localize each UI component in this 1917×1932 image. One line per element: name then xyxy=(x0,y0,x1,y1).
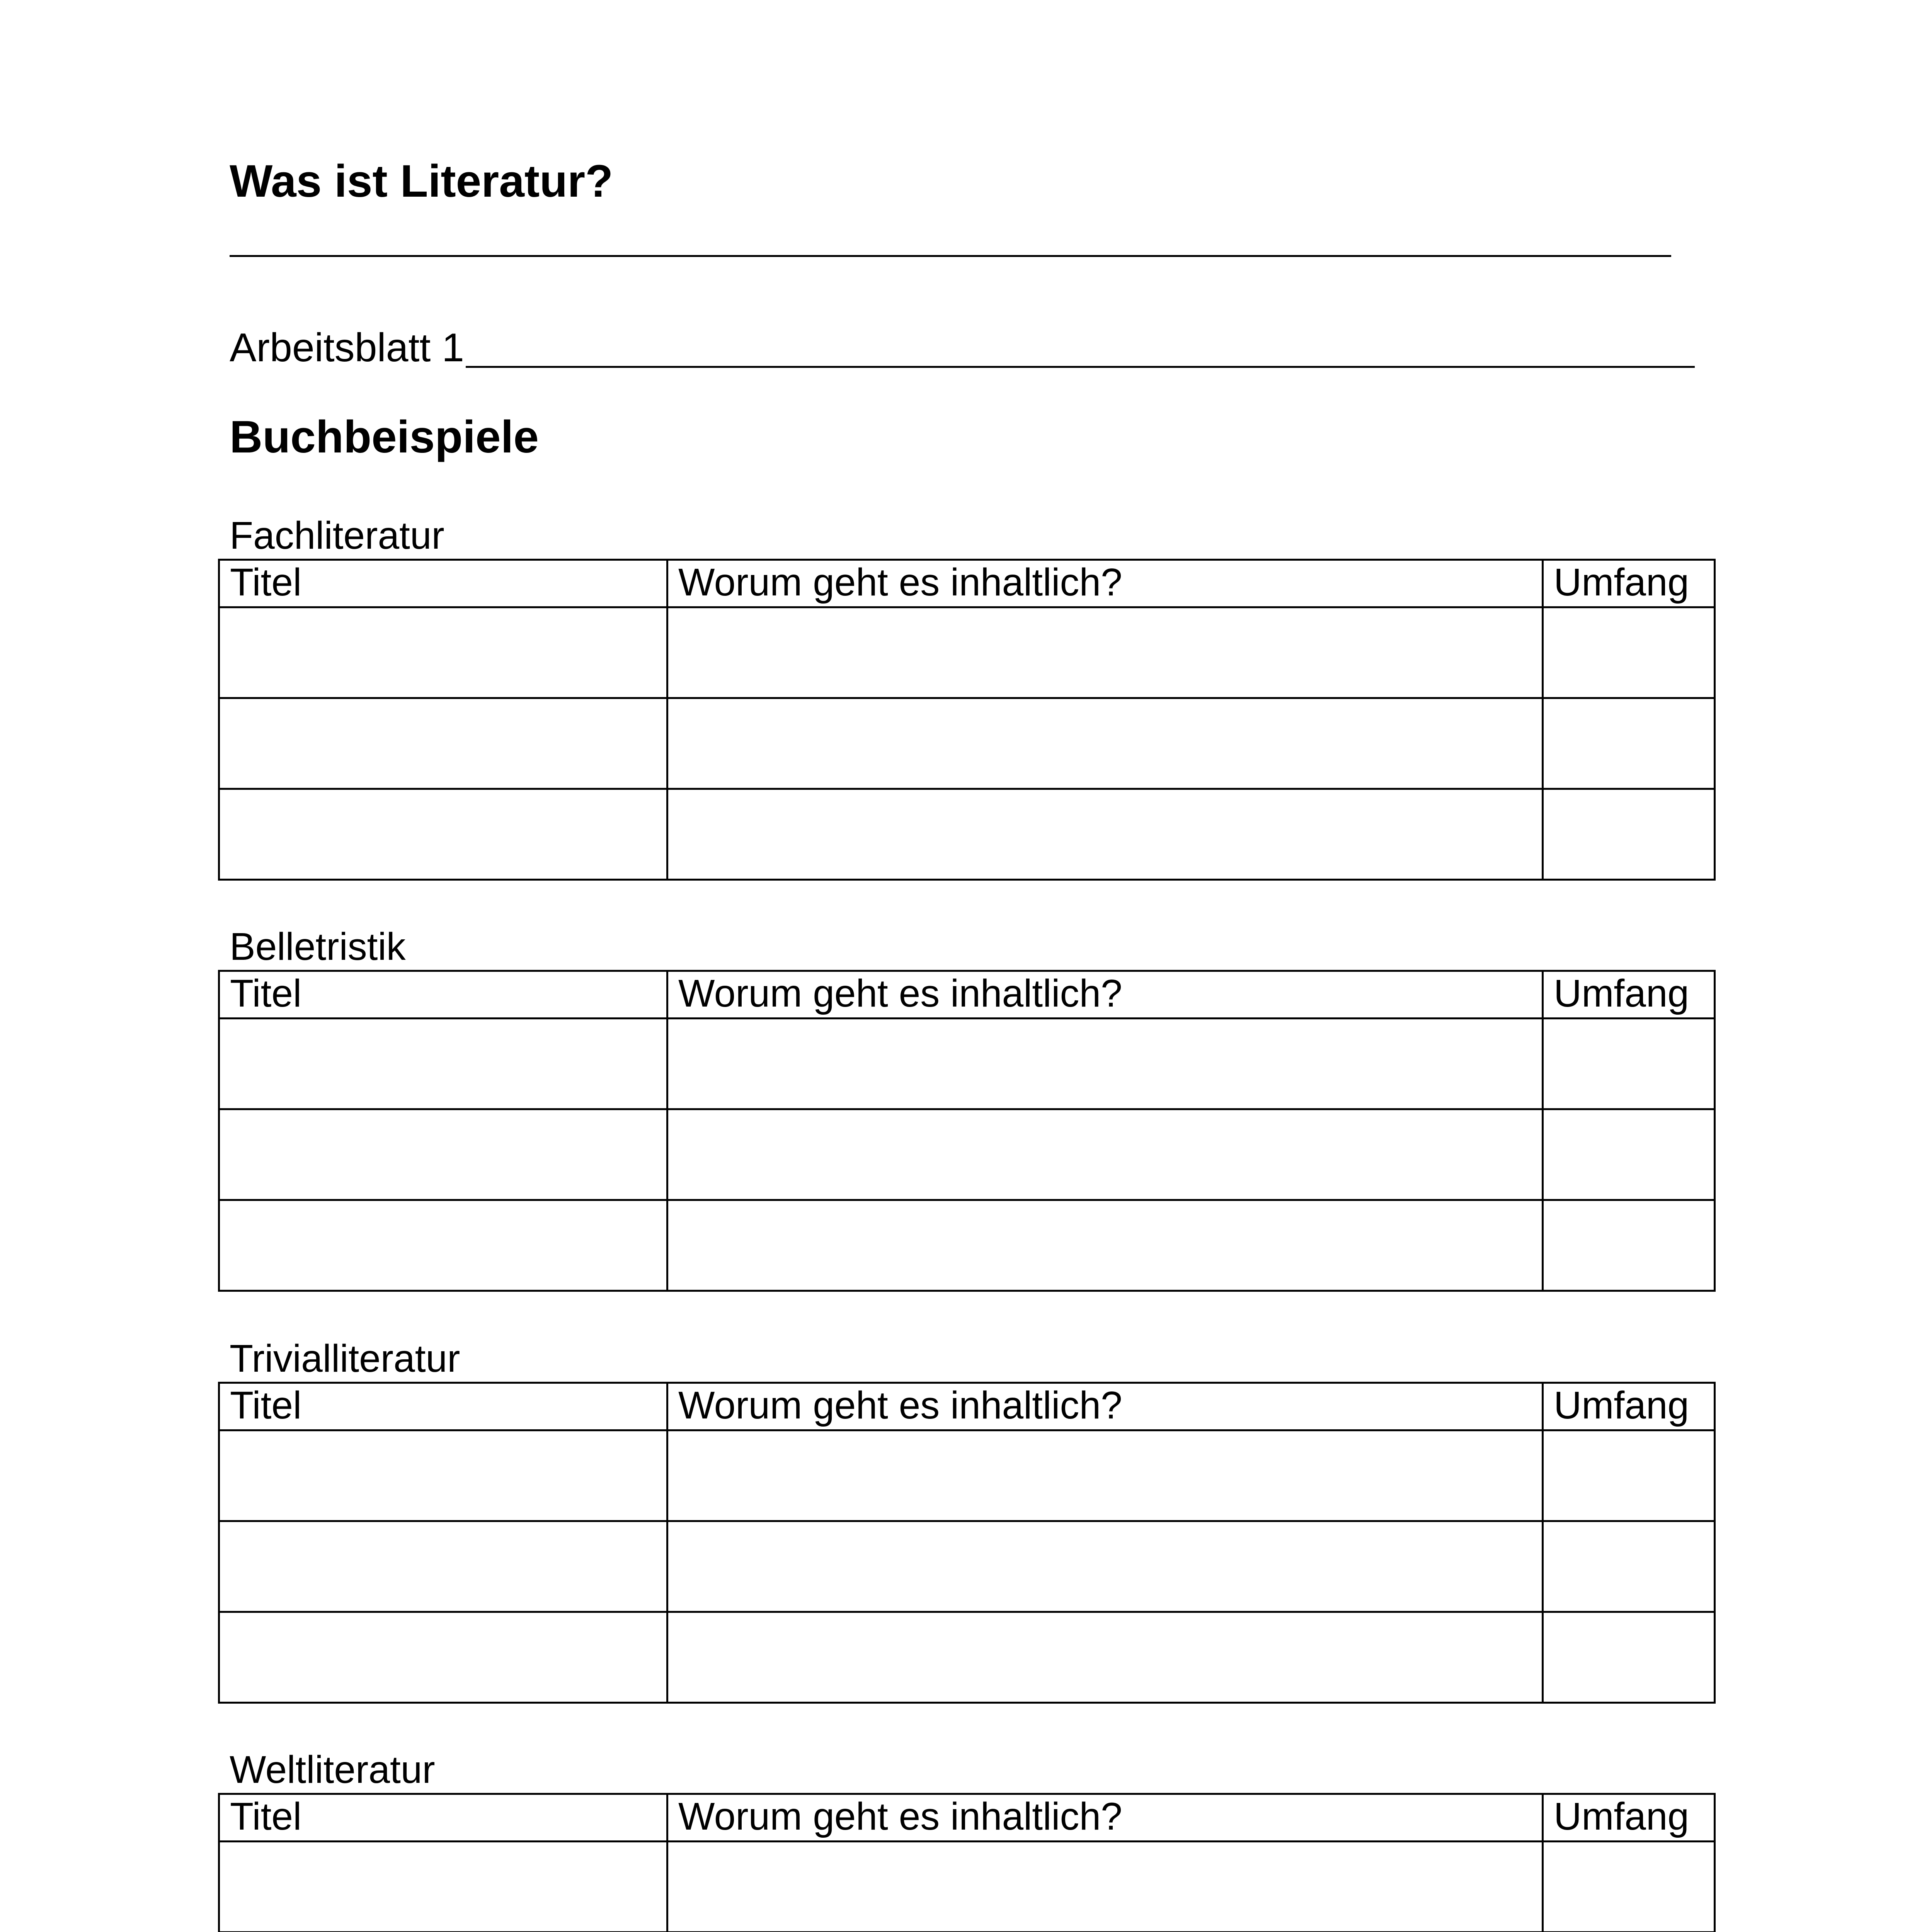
section-heading: Buchbeispiele xyxy=(230,412,539,463)
table-row xyxy=(219,698,1715,789)
book-table xyxy=(218,970,1716,1292)
table-row xyxy=(219,1019,1715,1109)
cell-titel[interactable] xyxy=(219,607,667,698)
column-header-inhalt: Worum geht es inhaltlich? xyxy=(667,1383,1543,1430)
cell-inhalt[interactable] xyxy=(667,789,1543,880)
table-row xyxy=(219,1109,1715,1200)
book-table xyxy=(218,1793,1716,1932)
table-row xyxy=(219,1612,1715,1703)
cell-umfang[interactable] xyxy=(1543,1842,1715,1932)
cell-umfang[interactable] xyxy=(1543,1019,1715,1109)
cell-umfang[interactable] xyxy=(1543,1200,1715,1291)
table-row xyxy=(219,1200,1715,1291)
column-header-umfang: Umfang xyxy=(1543,560,1715,607)
book-table xyxy=(218,559,1716,881)
table-header-row xyxy=(219,560,1715,607)
section-label: Trivialliteratur xyxy=(230,1337,460,1380)
cell-umfang[interactable] xyxy=(1543,1612,1715,1703)
cell-inhalt[interactable] xyxy=(667,1842,1543,1932)
column-header-titel: Titel xyxy=(219,1383,667,1430)
cell-inhalt[interactable] xyxy=(667,1200,1543,1291)
column-header-umfang: Umfang xyxy=(1543,1383,1715,1430)
section-label: Belletristik xyxy=(230,925,406,968)
book-table xyxy=(218,1382,1716,1704)
table-row xyxy=(219,607,1715,698)
cell-titel[interactable] xyxy=(219,1200,667,1291)
cell-titel[interactable] xyxy=(219,1019,667,1109)
cell-inhalt[interactable] xyxy=(667,1612,1543,1703)
worksheet-label-row xyxy=(230,325,1695,370)
cell-inhalt[interactable] xyxy=(667,1430,1543,1521)
cell-titel[interactable] xyxy=(219,1521,667,1612)
section-label: Fachliteratur xyxy=(230,514,444,557)
column-header-umfang: Umfang xyxy=(1543,1794,1715,1842)
table-row xyxy=(219,789,1715,880)
cell-inhalt[interactable] xyxy=(667,607,1543,698)
cell-umfang[interactable] xyxy=(1543,1430,1715,1521)
worksheet-label: Arbeitsblatt 1 xyxy=(230,325,464,370)
cell-titel[interactable] xyxy=(219,1612,667,1703)
cell-inhalt[interactable] xyxy=(667,1019,1543,1109)
page-title: Was ist Literatur? xyxy=(230,156,613,207)
cell-titel[interactable] xyxy=(219,1430,667,1521)
cell-titel[interactable] xyxy=(219,1842,667,1932)
cell-umfang[interactable] xyxy=(1543,607,1715,698)
column-header-titel: Titel xyxy=(219,560,667,607)
table-header-row xyxy=(219,971,1715,1019)
worksheet-fill-line[interactable] xyxy=(466,329,1695,368)
table-row xyxy=(219,1430,1715,1521)
column-header-titel: Titel xyxy=(219,971,667,1019)
cell-inhalt[interactable] xyxy=(667,1521,1543,1612)
table-row xyxy=(219,1521,1715,1612)
column-header-inhalt: Worum geht es inhaltlich? xyxy=(667,1794,1543,1842)
cell-umfang[interactable] xyxy=(1543,698,1715,789)
column-header-inhalt: Worum geht es inhaltlich? xyxy=(667,560,1543,607)
table-header-row xyxy=(219,1794,1715,1842)
title-underline xyxy=(230,255,1671,257)
column-header-umfang: Umfang xyxy=(1543,971,1715,1019)
cell-inhalt[interactable] xyxy=(667,698,1543,789)
column-header-inhalt: Worum geht es inhaltlich? xyxy=(667,971,1543,1019)
cell-umfang[interactable] xyxy=(1543,789,1715,880)
cell-umfang[interactable] xyxy=(1543,1109,1715,1200)
cell-umfang[interactable] xyxy=(1543,1521,1715,1612)
cell-titel[interactable] xyxy=(219,698,667,789)
section-label: Weltliteratur xyxy=(230,1748,435,1791)
table-row xyxy=(219,1842,1715,1932)
cell-inhalt[interactable] xyxy=(667,1109,1543,1200)
cell-titel[interactable] xyxy=(219,789,667,880)
column-header-titel: Titel xyxy=(219,1794,667,1842)
cell-titel[interactable] xyxy=(219,1109,667,1200)
table-header-row xyxy=(219,1383,1715,1430)
